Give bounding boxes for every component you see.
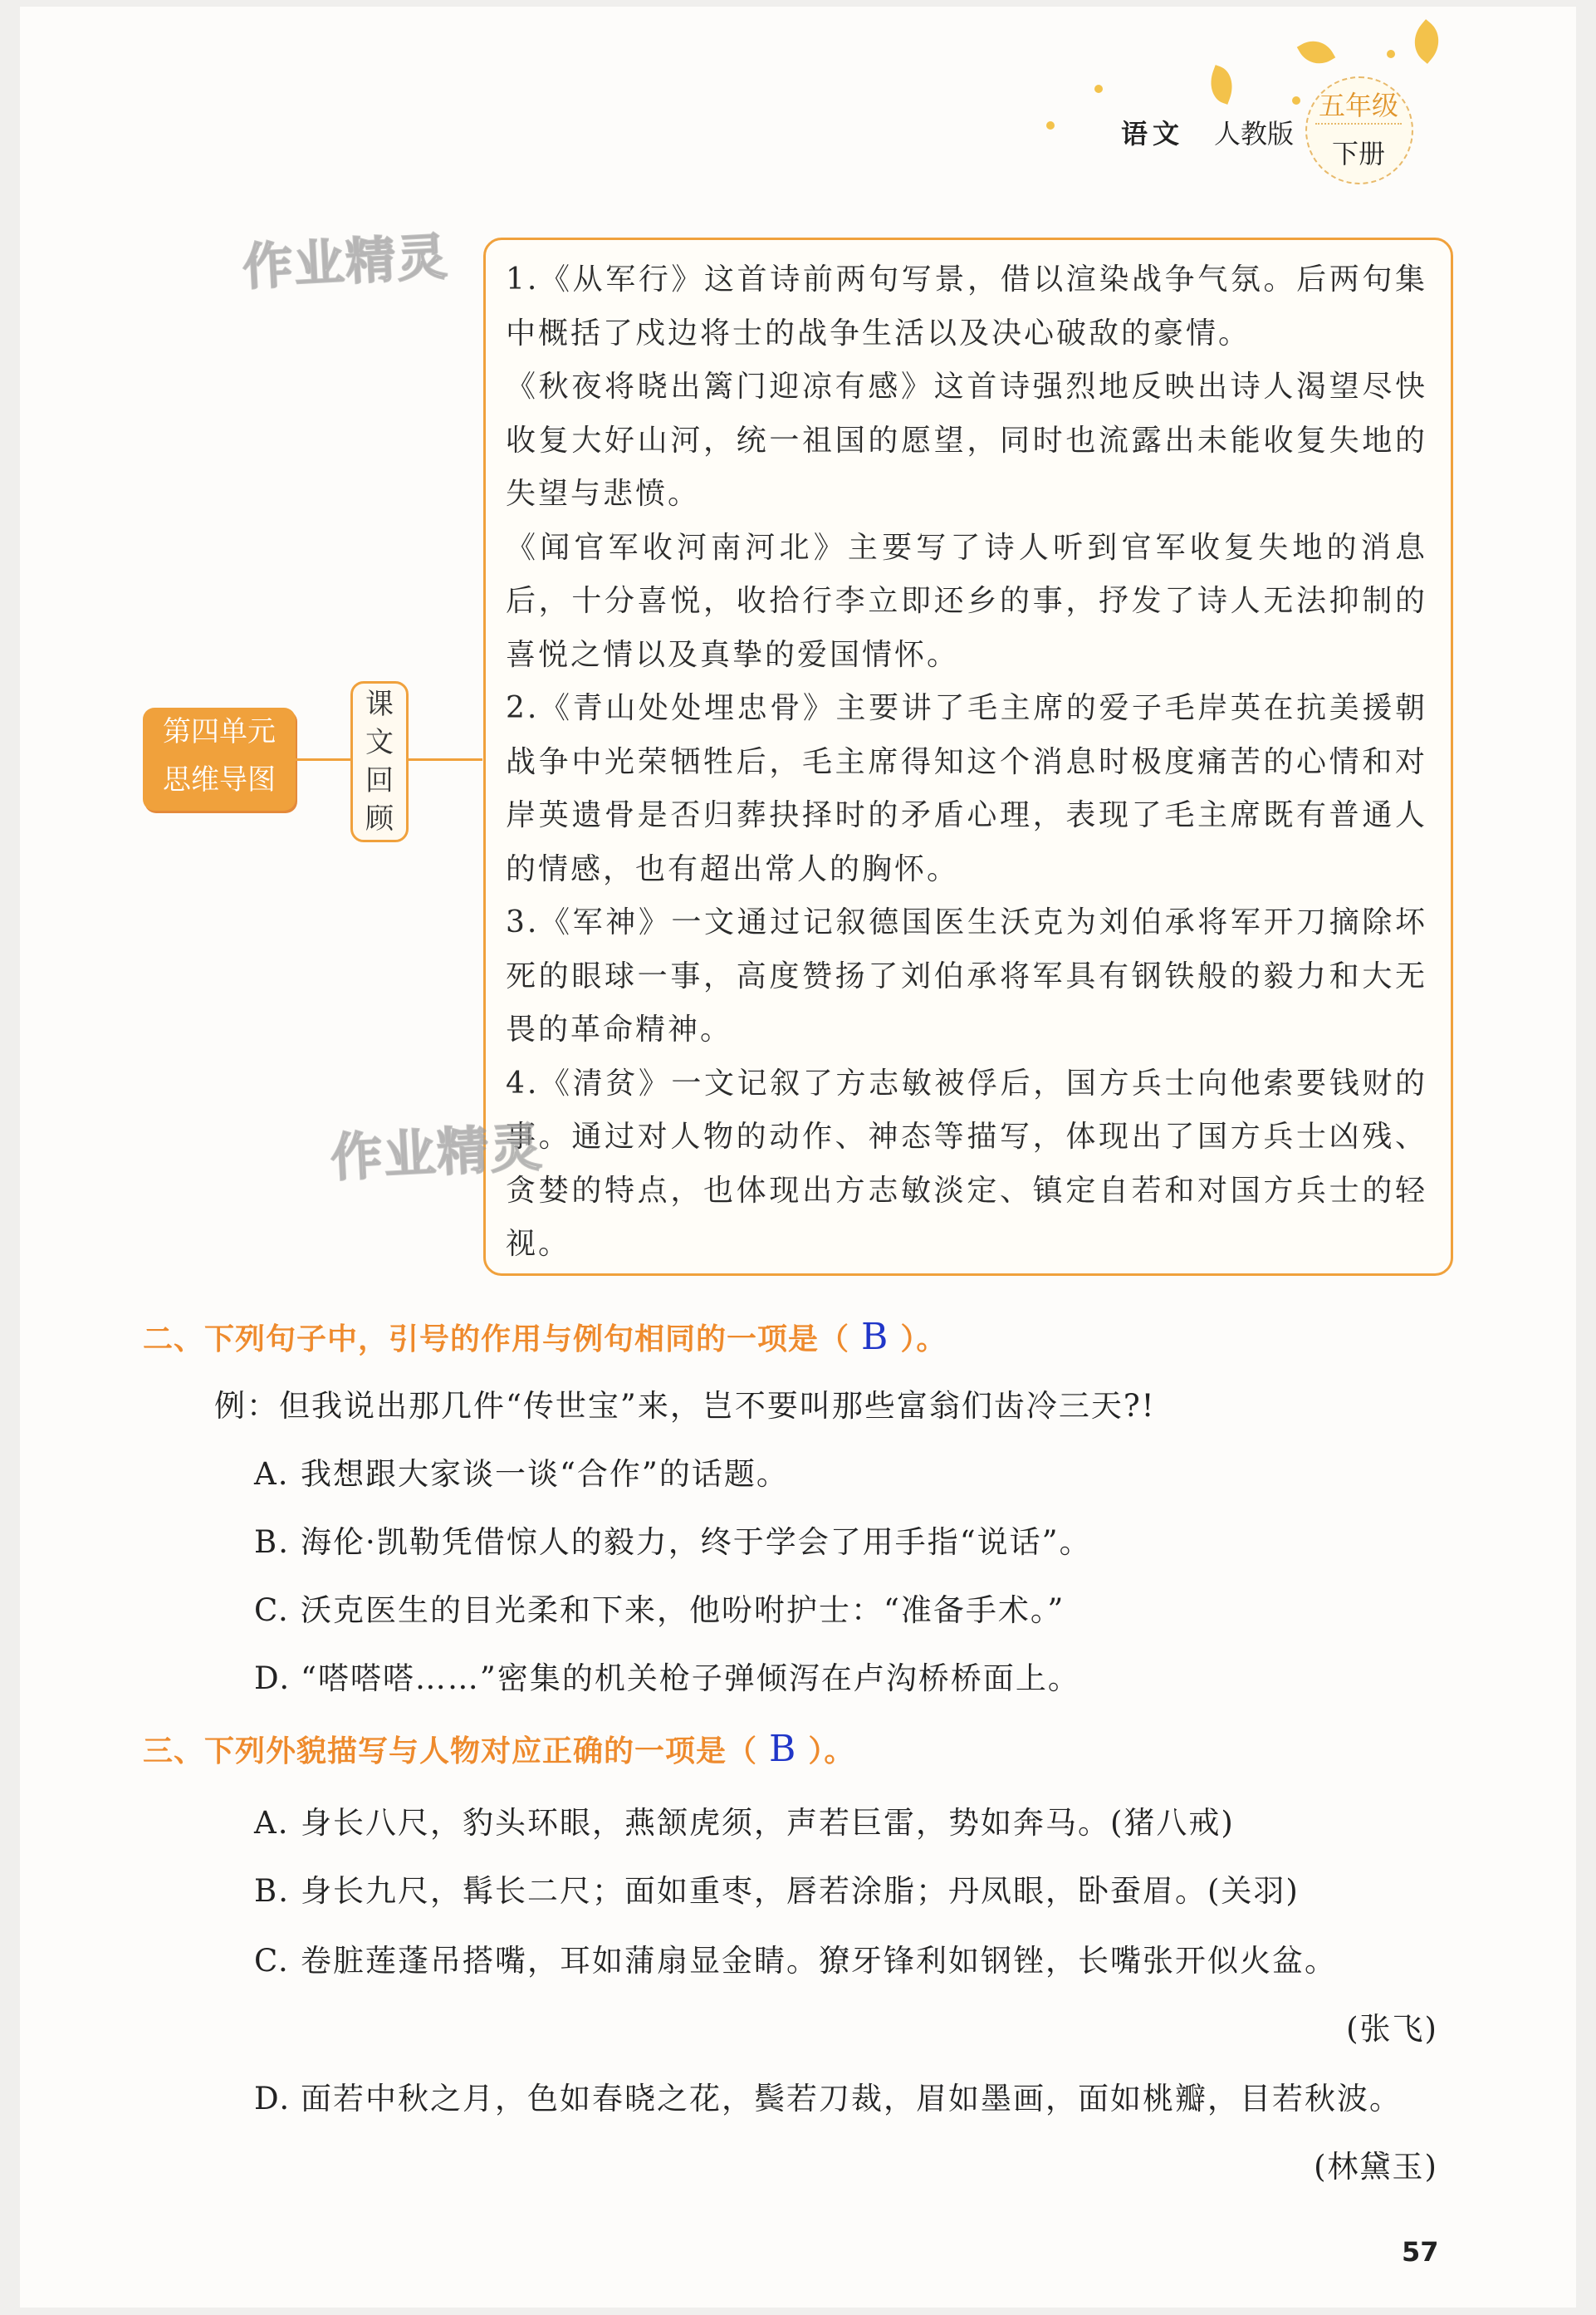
question-2-answer: B [861,1316,889,1358]
review-paragraph: 《秋夜将晓出篱门迎凉有感》这首诗强烈地反映出诗人渴望尽快收复大好山河，统一祖国的愿望，同时也流露出未能收复失地的失望与悲愤。 [506,370,1427,511]
attribution: (林黛玉) [1314,2149,1438,2185]
review-content-box [483,238,1453,1276]
option-text: 身长九尺，髯长二尺；面如重枣，唇若涂脂；丹凤眼，卧蚕眉。(关羽) [301,1873,1300,1909]
dot-decoration-icon [1387,50,1395,58]
volume-label: 下册 [1331,138,1385,169]
option-text: 我想跟大家谈一谈“合作”的话题。 [301,1456,789,1492]
review-paragraph: 《闻官军收河南河北》主要写了诗人听到官军收复失地的消息后，十分喜悦，收拾行李立即还乡的事，抒发了诗人无法抑制的喜悦之情以及真挚的爱国情怀。 [506,530,1427,672]
option-text: 沃克医生的目光柔和下来，他吩咐护士：“准备手术。” [301,1592,1065,1628]
attribution: (张飞) [1346,2011,1438,2047]
question-3-title [143,1728,854,1770]
option-letter: A. [254,1805,290,1841]
connector-line [406,758,482,761]
branch-char: 顾 [365,802,394,836]
option-text: 卷脏莲蓬吊搭嘴，耳如蒲扇显金睛。獠牙锋利如钢锉，长嘴张开似火盆。 [301,1943,1337,1979]
page-header [0,0,1596,199]
option-a [254,1798,1235,1842]
dot-decoration-icon [1094,85,1103,93]
edition-label: 人教版 [1214,118,1295,150]
question-3-answer: B [769,1728,797,1770]
option-text: 海伦·凯勒凭借惊人的毅力，终于学会了用手指“说话”。 [301,1524,1092,1560]
watermark-logo: 作业精灵 [241,228,450,297]
dot-decoration-icon [1046,121,1055,130]
branch-char: 课 [365,688,394,721]
option-letter: B. [254,1873,290,1909]
page-number: 57 [1402,2236,1439,2268]
review-paragraph: 2.《青山处处埋忠骨》主要讲了毛主席的爱子毛岸英在抗美援朝战争中光荣牺牲后，毛主席得知这个消息时极度痛苦的心情和对岸英遗骨是否归葬抉择时的矛盾心理，表现了毛主席既有普通人的情感，也有超出常人的胸怀。 [506,691,1427,886]
unit-label: 第四单元 [163,715,276,748]
option-letter: A. [254,1456,290,1492]
question-3-suffix: ）。 [808,1734,855,1768]
mindmap-label: 思维导图 [163,763,276,797]
dot-decoration-icon [1292,96,1300,105]
option-letter: C. [254,1943,290,1979]
option-d [254,1653,1080,1698]
option-c [254,1935,1337,1980]
option-b [254,1517,1092,1562]
question-2-suffix: ）。 [900,1322,947,1356]
question-3-text: 三、下列外貌描写与人物对应正确的一项是（ [143,1734,758,1768]
option-letter: D. [254,2081,291,2116]
option-letter: D. [254,1660,291,1696]
option-letter: C. [254,1592,290,1628]
leaf-decoration-icon [1404,19,1448,64]
grade-label: 五年级 [1318,90,1398,121]
leaf-decoration-icon [1297,33,1335,71]
example-sentence: 例：但我说出那几件“传世宝”来，岂不要叫那些富翁们齿冷三天?! [214,1388,1156,1424]
branch-char: 回 [365,764,394,797]
option-text: “嗒嗒嗒……”密集的机关枪子弹倾泻在卢沟桥桥面上。 [301,1660,1080,1696]
question-2-title [143,1316,947,1358]
option-text: 面若中秋之月，色如春晓之花，鬓若刀裁，眉如墨画，面如桃瓣，目若秋波。 [301,2081,1402,2116]
subject-label: 语文 [1121,118,1185,150]
branch-node-review [350,681,409,842]
option-d [254,2073,1402,2118]
badge-divider [1315,123,1402,125]
option-letter: B. [254,1524,290,1560]
watermark-logo: 作业精灵 [329,1116,546,1189]
connector-line [296,758,350,761]
review-paragraph: 4.《清贫》一文记叙了方志敏被俘后，国方兵士向他索要钱财的事。通过对人物的动作、神态等描写，体现出了国方兵士凶残、贪婪的特点，也体现出方志敏淡定、镇定自若和对国方兵士的轻视。 [506,1066,1427,1261]
review-paragraph: 1.《从军行》这首诗前两句写景，借以渲染战争气氛。后两句集中概括了戍边将士的战争生活以及决心破敌的豪情。 [506,262,1427,351]
option-text: 身长八尺，豹头环眼，燕颔虎须，声若巨雷，势如奔马。(猪八戒) [301,1805,1235,1841]
option-c [254,1585,1065,1630]
option-a [254,1449,789,1493]
leaf-decoration-icon [1204,65,1239,105]
review-paragraph: 3.《军神》一文通过记叙德国医生沃克为刘伯承将军开刀摘除坏死的眼球一事，高度赞扬了刘伯承将军具有钢铁般的毅力和大无畏的革命精神。 [506,905,1427,1047]
option-b [254,1866,1300,1910]
branch-char: 文 [365,726,394,759]
unit-mindmap-node [143,708,296,811]
question-2-text: 二、下列句子中，引号的作用与例句相同的一项是（ [143,1322,850,1356]
